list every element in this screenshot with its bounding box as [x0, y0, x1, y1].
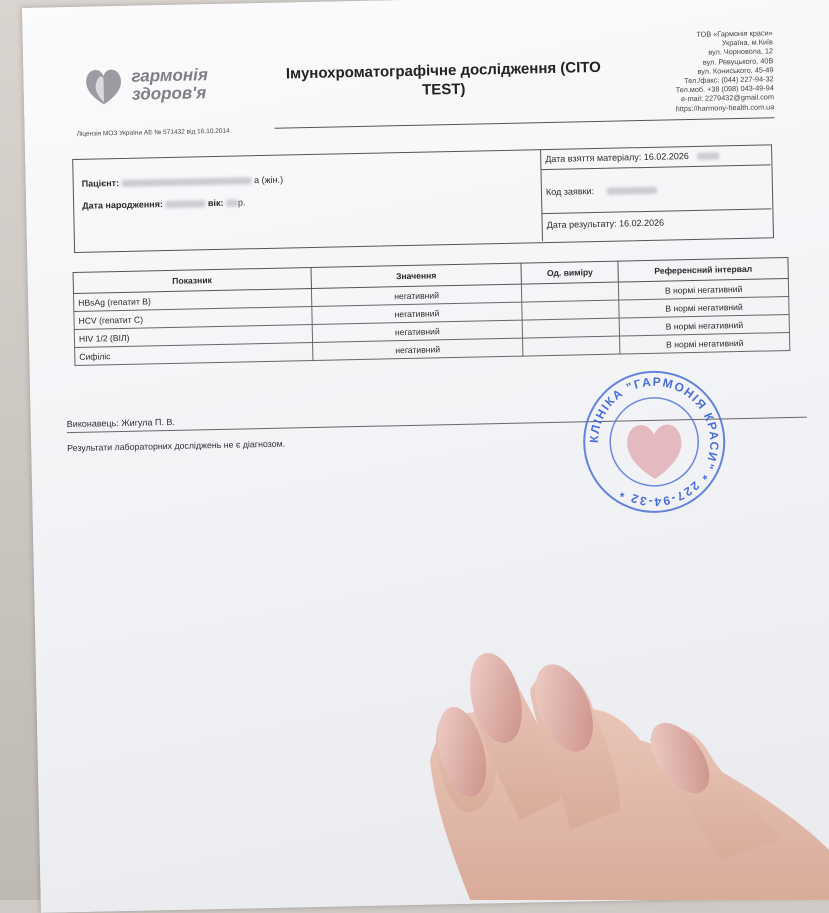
value-cell: негативний	[312, 338, 523, 360]
age-suffix: р.	[237, 197, 246, 208]
disclaimer-text: Результати лабораторних досліджень не є діагнозом.	[67, 438, 286, 454]
value-cell: негативний	[312, 320, 523, 342]
patient-suffix: а (жін.)	[253, 174, 284, 186]
clinic-logo	[81, 62, 208, 109]
unit-cell	[523, 336, 620, 356]
company-line: Україна, м.Київ	[721, 37, 773, 48]
document-title: Імунохроматографічне дослідження (CITO TEST)	[285, 58, 602, 99]
company-line: вул. Кониського, 45-49	[697, 65, 774, 76]
company-line: e-mail: 2279432@gmail.com	[680, 92, 775, 104]
performer-text: Виконавець: Жигула П. В.	[66, 416, 176, 430]
company-line: https://harmony-health.com.ua	[675, 101, 775, 113]
col-header-reference: Референсний інтервал	[618, 258, 788, 283]
indicator-cell: HIV 1/2 (ВІЛ)	[74, 324, 312, 347]
dob-label: Дата народження:	[82, 199, 163, 211]
redacted-sample-time	[697, 153, 719, 160]
reference-cell: В нормі негативний	[619, 315, 789, 337]
stamp-text: КЛІНІКА "ГАРМОНІЯ КРАСИ" * 227-94-32 *	[587, 374, 722, 509]
col-header-value: Значення	[311, 263, 522, 288]
company-line: вул. Ревуцького, 40В	[702, 55, 774, 67]
company-line: ТОВ «Гармонія краси»	[696, 28, 773, 39]
col-header-unit: Од. виміру	[521, 261, 618, 284]
lab-report-page	[22, 0, 829, 913]
redacted-dob	[165, 200, 205, 208]
company-line: Тел./факс: (044) 227-94-32	[684, 74, 774, 86]
sample-date-label: Дата взяття матеріалу:	[545, 152, 642, 165]
redacted-age	[226, 200, 238, 207]
patient-label: Пацієнт:	[81, 178, 120, 189]
header-divider	[275, 117, 775, 128]
logo-line-2: здоров'я	[131, 83, 207, 104]
unit-cell	[522, 300, 619, 320]
indicator-cell: HCV (гепатит С)	[74, 307, 312, 330]
result-date-label: Дата результату:	[546, 218, 617, 231]
clinic-stamp	[578, 365, 731, 518]
company-info	[643, 28, 775, 114]
age-label: вік:	[207, 197, 224, 209]
sample-date-value: 16.02.2026	[643, 151, 689, 163]
unit-cell	[522, 282, 619, 302]
reference-cell: В нормі негативний	[619, 279, 789, 301]
redacted-patient-name	[121, 177, 251, 187]
col-header-indicator: Показник	[73, 268, 311, 294]
result-date-value: 16.02.2026	[618, 217, 665, 229]
reference-cell: В нормі негативний	[619, 297, 789, 319]
logo-line-1: гармонія	[131, 65, 209, 86]
company-line: Тел.моб. +38 (098) 043-49-94	[675, 83, 774, 95]
unit-cell	[522, 318, 619, 338]
company-line: вул. Чорновола, 12	[708, 46, 774, 58]
license-text: Ліцензія МОЗ України АЕ № 571432 від 16.10.2014	[76, 127, 230, 138]
heart-logo-icon	[81, 64, 126, 109]
reference-cell: В нормі негативний	[620, 332, 790, 354]
value-cell: негативний	[311, 284, 522, 306]
redacted-order-code	[606, 187, 656, 195]
results-table	[73, 257, 791, 366]
value-cell: негативний	[311, 302, 522, 324]
indicator-cell: HBsAg (гепатит В)	[73, 289, 311, 312]
indicator-cell: Сифіліс	[75, 342, 313, 365]
order-code-label: Код заявки:	[545, 186, 595, 198]
